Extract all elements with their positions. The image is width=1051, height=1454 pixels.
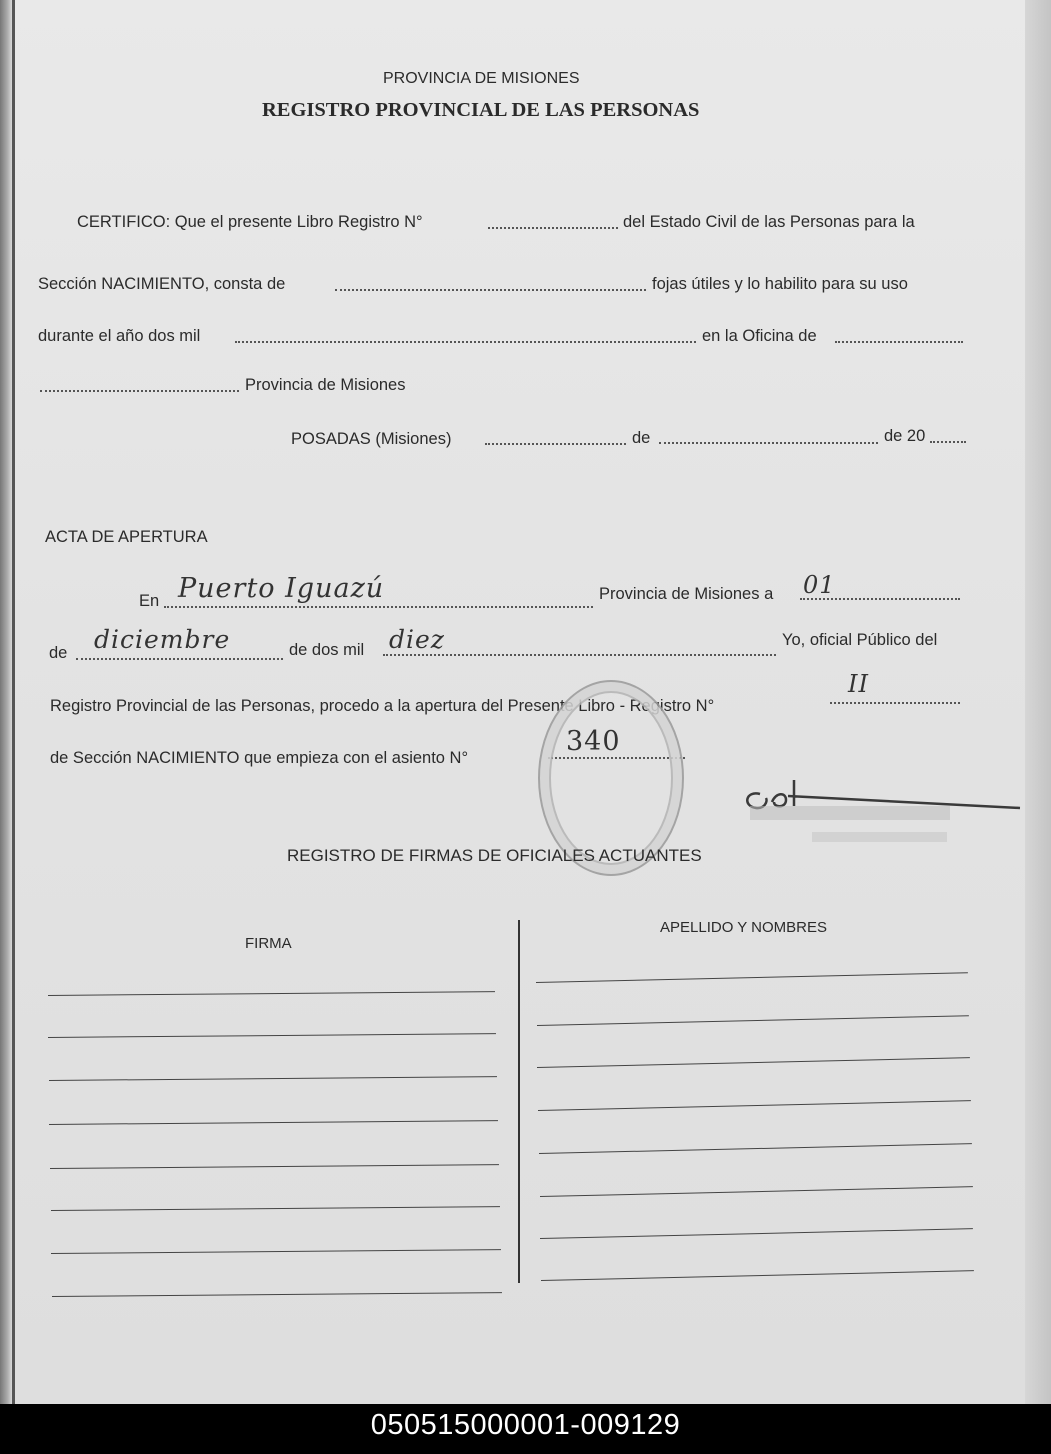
year-written-field bbox=[383, 654, 776, 656]
cert-date-city: POSADAS (Misiones) bbox=[291, 430, 452, 448]
page-left-edge bbox=[0, 0, 12, 1404]
cert-date-de: de bbox=[632, 429, 651, 447]
libro-field bbox=[830, 702, 960, 704]
firma-line bbox=[48, 991, 495, 996]
date-day-field bbox=[485, 443, 626, 445]
date-month-field bbox=[659, 442, 878, 444]
page-binding-line bbox=[12, 0, 15, 1404]
firma-line bbox=[52, 1292, 502, 1297]
cert-line2-end: fojas útiles y lo habilito para su uso bbox=[652, 275, 908, 293]
nombres-line bbox=[540, 1186, 973, 1197]
firma-line bbox=[51, 1249, 501, 1254]
opening-de: de bbox=[49, 644, 68, 662]
nombres-line bbox=[537, 1057, 970, 1068]
opening-title: ACTA DE APERTURA bbox=[45, 528, 208, 546]
opening-dos-mil: de dos mil bbox=[289, 641, 365, 659]
month-field bbox=[76, 658, 283, 660]
column-divider bbox=[518, 920, 520, 1283]
firma-line bbox=[49, 1076, 497, 1081]
office-field-cont bbox=[40, 390, 239, 392]
cert-line3-start: durante el año dos mil bbox=[38, 327, 201, 345]
signatures-title: REGISTRO DE FIRMAS DE OFICIALES ACTUANTES bbox=[287, 846, 702, 865]
office-field bbox=[835, 341, 963, 343]
firma-line bbox=[49, 1120, 498, 1125]
document-id-bar bbox=[0, 1404, 1051, 1454]
libro-handwritten: II bbox=[848, 670, 869, 698]
province-heading: PROVINCIA DE MISIONES bbox=[383, 70, 580, 87]
opening-yo: Yo, oficial Público del bbox=[782, 631, 938, 649]
official-signature bbox=[738, 772, 1028, 852]
nombres-line bbox=[537, 1015, 969, 1026]
cert-line3-mid: en la Oficina de bbox=[702, 327, 817, 345]
cert-date-year: de 20 bbox=[884, 427, 926, 445]
year-field bbox=[235, 341, 696, 343]
date-year-field bbox=[930, 441, 966, 443]
year-handwritten: diez bbox=[389, 625, 445, 654]
month-handwritten: diciembre bbox=[94, 625, 231, 654]
place-field bbox=[164, 606, 593, 608]
nombres-line bbox=[540, 1228, 973, 1239]
page-right-edge bbox=[1025, 0, 1051, 1404]
col-nombres-header: APELLIDO Y NOMBRES bbox=[660, 919, 828, 936]
cert-line4: Provincia de Misiones bbox=[245, 376, 406, 394]
firma-line bbox=[48, 1033, 496, 1038]
firma-line bbox=[51, 1206, 500, 1211]
asiento-handwritten: 340 bbox=[566, 726, 621, 757]
nombres-line bbox=[538, 1100, 971, 1111]
opening-apertura: Registro Provincial de las Personas, procedo a la apertura del Presente Libro - Registro N° bbox=[50, 697, 715, 715]
cert-line1-start: CERTIFICO: Que el presente Libro Registro N° bbox=[77, 213, 423, 231]
day-handwritten: 01 bbox=[803, 571, 836, 599]
document-id: 050515000001-009129 bbox=[370, 1409, 681, 1441]
place-handwritten: Puerto Iguazú bbox=[178, 573, 385, 604]
opening-seccion: de Sección NACIMIENTO que empieza con el asiento N° bbox=[50, 749, 469, 767]
fojas-field bbox=[335, 289, 646, 291]
cert-line2-start: Sección NACIMIENTO, consta de bbox=[38, 275, 286, 293]
registry-heading: REGISTRO PROVINCIAL DE LAS PERSONAS bbox=[262, 99, 700, 121]
firma-line bbox=[50, 1164, 499, 1169]
opening-province: Provincia de Misiones a bbox=[599, 585, 774, 603]
nombres-line bbox=[541, 1270, 974, 1281]
nombres-line bbox=[539, 1143, 972, 1154]
cert-line1-end: del Estado Civil de las Personas para la bbox=[623, 213, 915, 231]
opening-en: En bbox=[139, 592, 160, 610]
nombres-line bbox=[536, 972, 968, 983]
registry-number-field bbox=[488, 227, 618, 229]
col-firma-header: FIRMA bbox=[245, 935, 292, 952]
